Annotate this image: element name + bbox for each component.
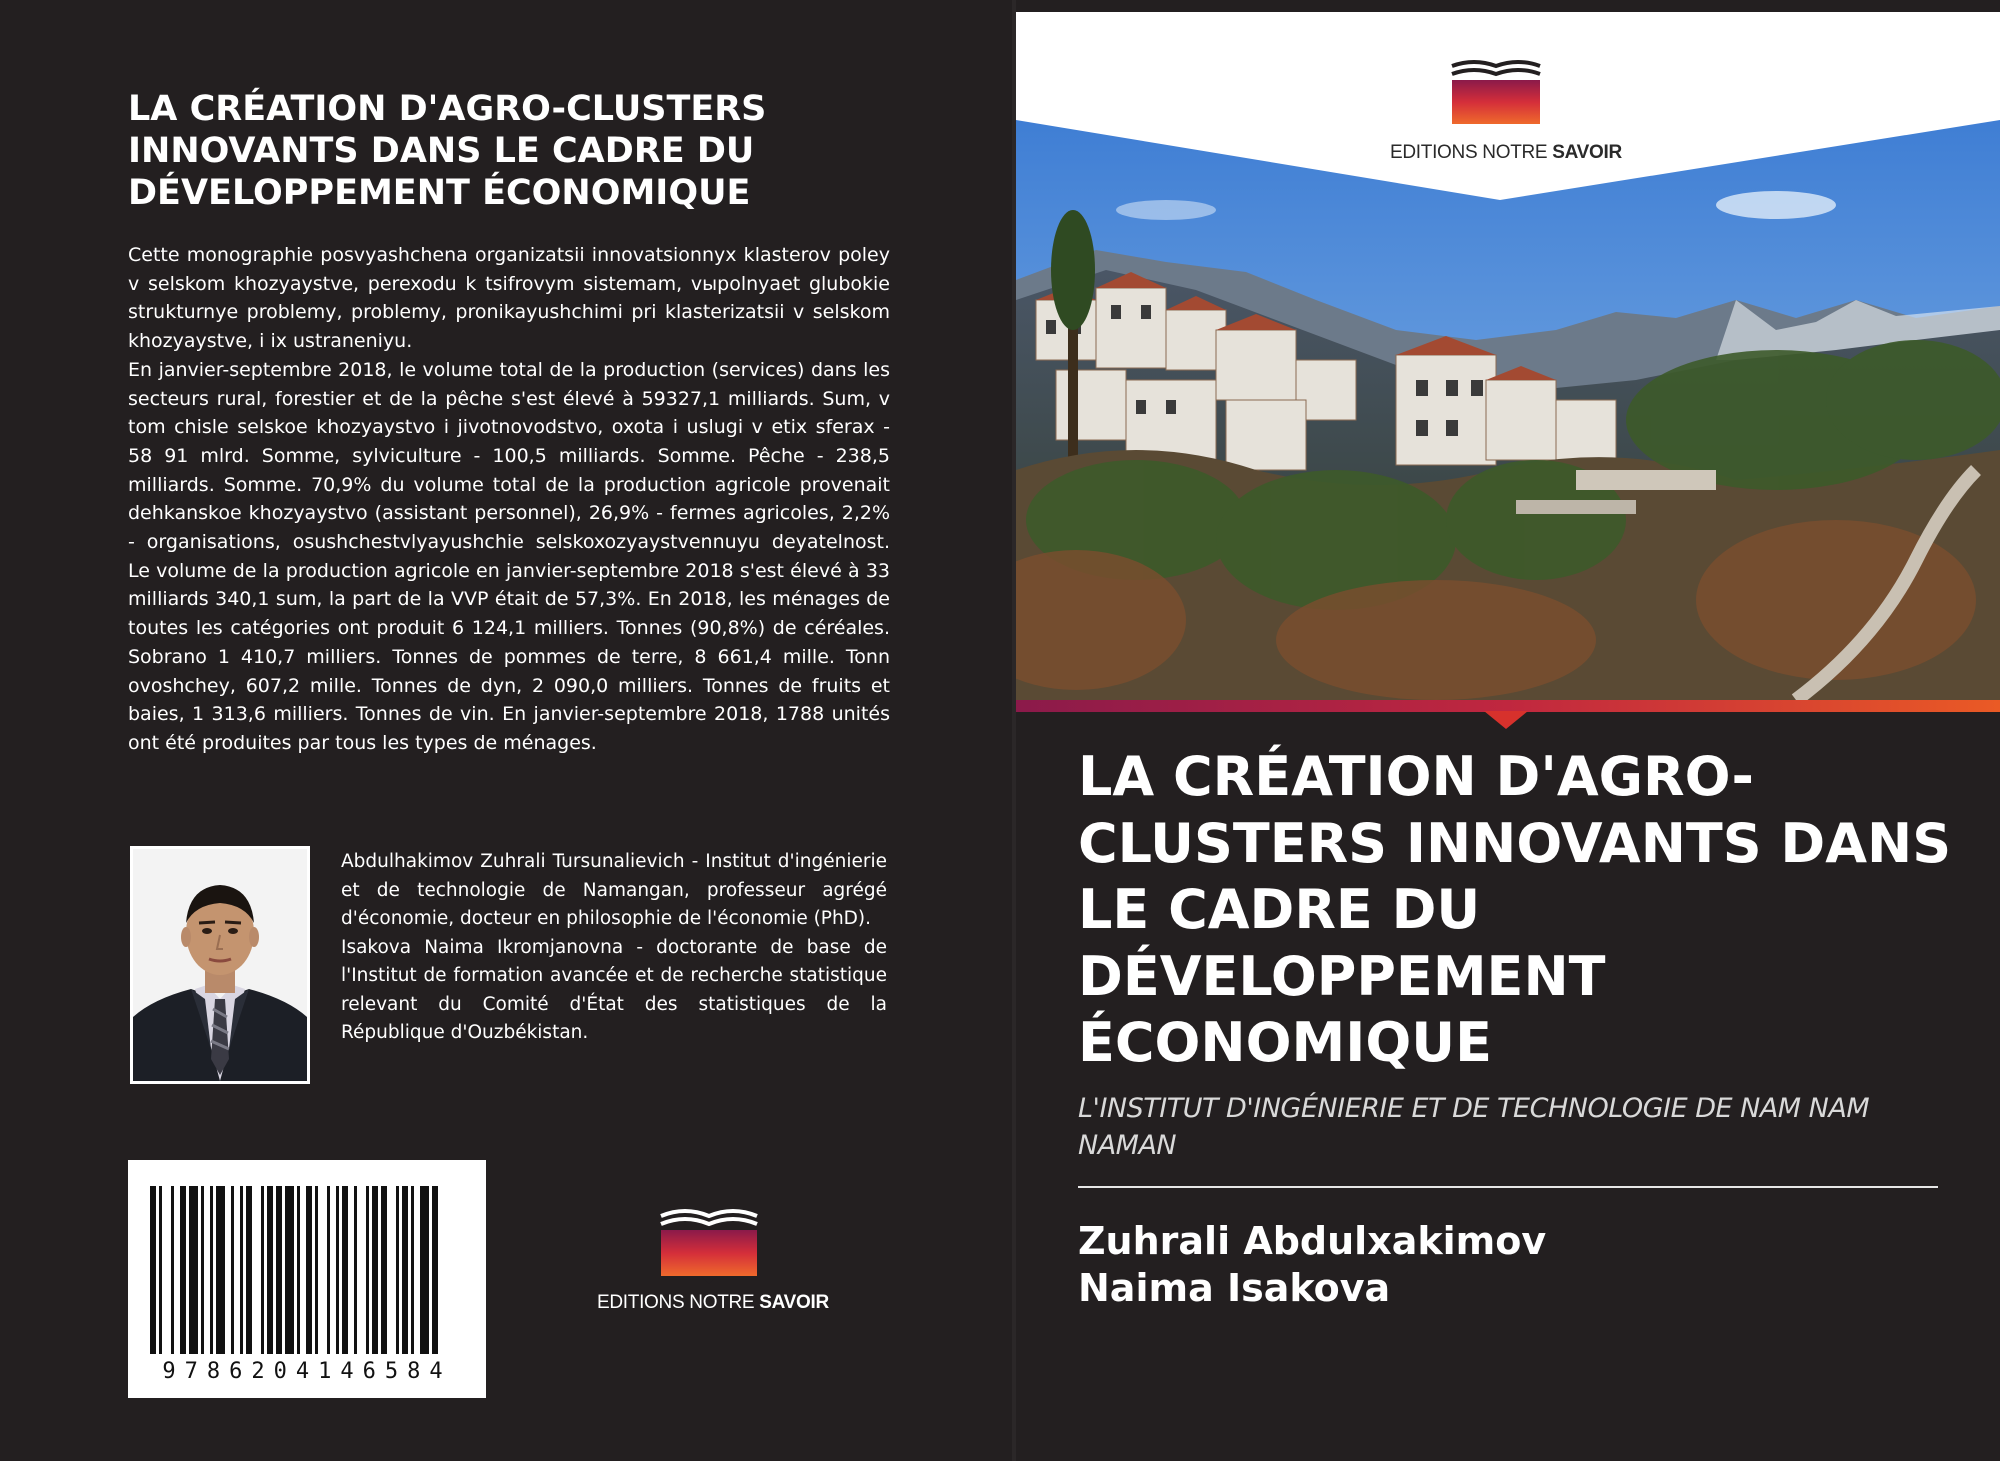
barcode-bar: [267, 1186, 273, 1354]
barcode-bar: [342, 1186, 348, 1354]
isbn-barcode: [128, 1160, 486, 1398]
front-cover: [1016, 0, 2000, 1461]
front-cover-title: LA CRÉATION D'AGRO-CLUSTERS INNOVANTS DANS LE CADRE DU DÉVELOPPEMENT ÉCONOMIQUE: [1078, 745, 1952, 1074]
title-divider: [1078, 1186, 1938, 1188]
barcode-bar: [171, 1186, 174, 1354]
barcode-bar: [327, 1186, 330, 1354]
publisher-name: EDITIONS NOTRE: [1390, 142, 1553, 163]
barcode-bar: [159, 1186, 162, 1354]
publisher-name-bold: SAVOIR: [759, 1292, 829, 1313]
open-book-logo-icon: [1376, 58, 1616, 134]
barcode-bar: [246, 1186, 252, 1354]
barcode-bar: [201, 1186, 204, 1354]
publisher-logo-back: [589, 1206, 829, 1322]
author-biography: [341, 848, 887, 1048]
barcode-bar: [372, 1186, 378, 1354]
open-book-logo-icon: [589, 1206, 829, 1286]
bio-paragraph: Isakova Naima Ikromjanovna - doctorante de base de l'Institut de formation avancée et de recherche statistique relevant du Comité d'État des statistiques de la République d'Ouzbékistan.: [341, 936, 887, 1043]
publisher-logo-front: [1376, 58, 1622, 168]
barcode-bar: [180, 1186, 186, 1354]
barcode-bar: [336, 1186, 339, 1354]
author-names: [1078, 1218, 1546, 1312]
barcode-bar: [240, 1186, 243, 1354]
front-cover-subtitle: L'INSTITUT D'INGÉNIERIE ET DE TECHNOLOGIE DE NAM NAM NAMAN: [1078, 1093, 1870, 1161]
barcode-bar: [396, 1186, 399, 1354]
barcode-bar: [216, 1186, 225, 1354]
bio-paragraph: Abdulhakimov Zuhrali Tursunalievich - Institut d'ingénierie et de technologie de Namangan, professeur agrégé d'économie, docteur en philosophie de l'économie (PhD).: [341, 851, 887, 929]
barcode-bar: [315, 1186, 318, 1354]
barcode-bar: [189, 1186, 198, 1354]
barcode-bar: [150, 1186, 156, 1354]
barcode-bar: [354, 1186, 357, 1354]
barcode-bar: [411, 1186, 414, 1354]
publisher-name-bold: SAVOIR: [1552, 142, 1622, 163]
barcode-digits: 9786204146584: [162, 1359, 452, 1384]
barcode-bar: [297, 1186, 300, 1354]
back-cover-title: LA CRÉATION D'AGRO-CLUSTERS INNOVANTS DANS LE CADRE DU DÉVELOPPEMENT ÉCONOMIQUE: [128, 89, 767, 213]
barcode-bar: [432, 1186, 438, 1354]
barcode-bar: [402, 1186, 408, 1354]
back-cover-blurb: [128, 241, 890, 758]
barcode-bar: [231, 1186, 234, 1354]
author-name: Zuhrali Abdulxakimov: [1078, 1219, 1547, 1263]
barcode-bar: [420, 1186, 429, 1354]
barcode-bar: [306, 1186, 312, 1354]
barcode-bar: [210, 1186, 213, 1354]
barcode-bar: [261, 1186, 264, 1354]
barcode-bar: [276, 1186, 282, 1354]
accent-triangle: [1484, 711, 1528, 729]
publisher-name: EDITIONS NOTRE: [597, 1292, 760, 1313]
author-name: Naima Isakova: [1078, 1266, 1391, 1310]
blurb-paragraph: Cette monographie posvyashchena organizatsii innovatsionnyx klasterov poley v selskom khozyaystve, perexodu k tsifrovym sistemam, vыpolnyaet glubokie strukturnye problemy, problemy, pronikayushchimi pri klasterizatsii v selskom khozyaystve, i ix ustraneniyu.: [128, 244, 890, 353]
barcode-bar: [285, 1186, 294, 1354]
author-photo: [130, 846, 310, 1084]
barcode-bar: [381, 1186, 387, 1354]
blurb-paragraph: En janvier-septembre 2018, le volume total de la production (services) dans les secteurs rural, forestier et de la pêche s'est élevé à 59327,1 milliards. Sum, v tom chisle selskoe khozyaystvo i jivotnovodstvo, oxota i uslugi v etix sferax - 58 91 mlrd. Somme, sylviculture - 100,5 milliards. Somme. Pêche - 238,5 milliards. Somme. 70,9% du volume total de la production agricole provenait dehkanskoe khozyaystvo (assistant personnel), 26,9% - fermes agricoles, 2,2% - organisations, osushchestvlyayushchie selskoxozyaystvennuyu deyatelnost. Le volume de la production agricole en janvier-septembre 2018 s'est élevé à 33 milliards 340,1 sum, la part de la VVP était de 57,3%. En 2018, les ménages de toutes les catégories ont produit 6 124,1 milliers. Tonnes (90,8%) de céréales. Sobrano 1 410,7 milliers. Tonnes de pommes de terre, 8 661,4 mille. Tonn ovoshchey, 607,2 mille. Tonnes de dyn, 2 090,0 milliers. Tonnes de fruits et baies, 1 313,6 milliers. Tonnes de vin. En janvier-septembre 2018, 1788 unités ont été produites par tous les types de ménages.: [128, 358, 890, 754]
author-portrait-icon: [133, 849, 307, 1081]
barcode-bar: [366, 1186, 369, 1354]
